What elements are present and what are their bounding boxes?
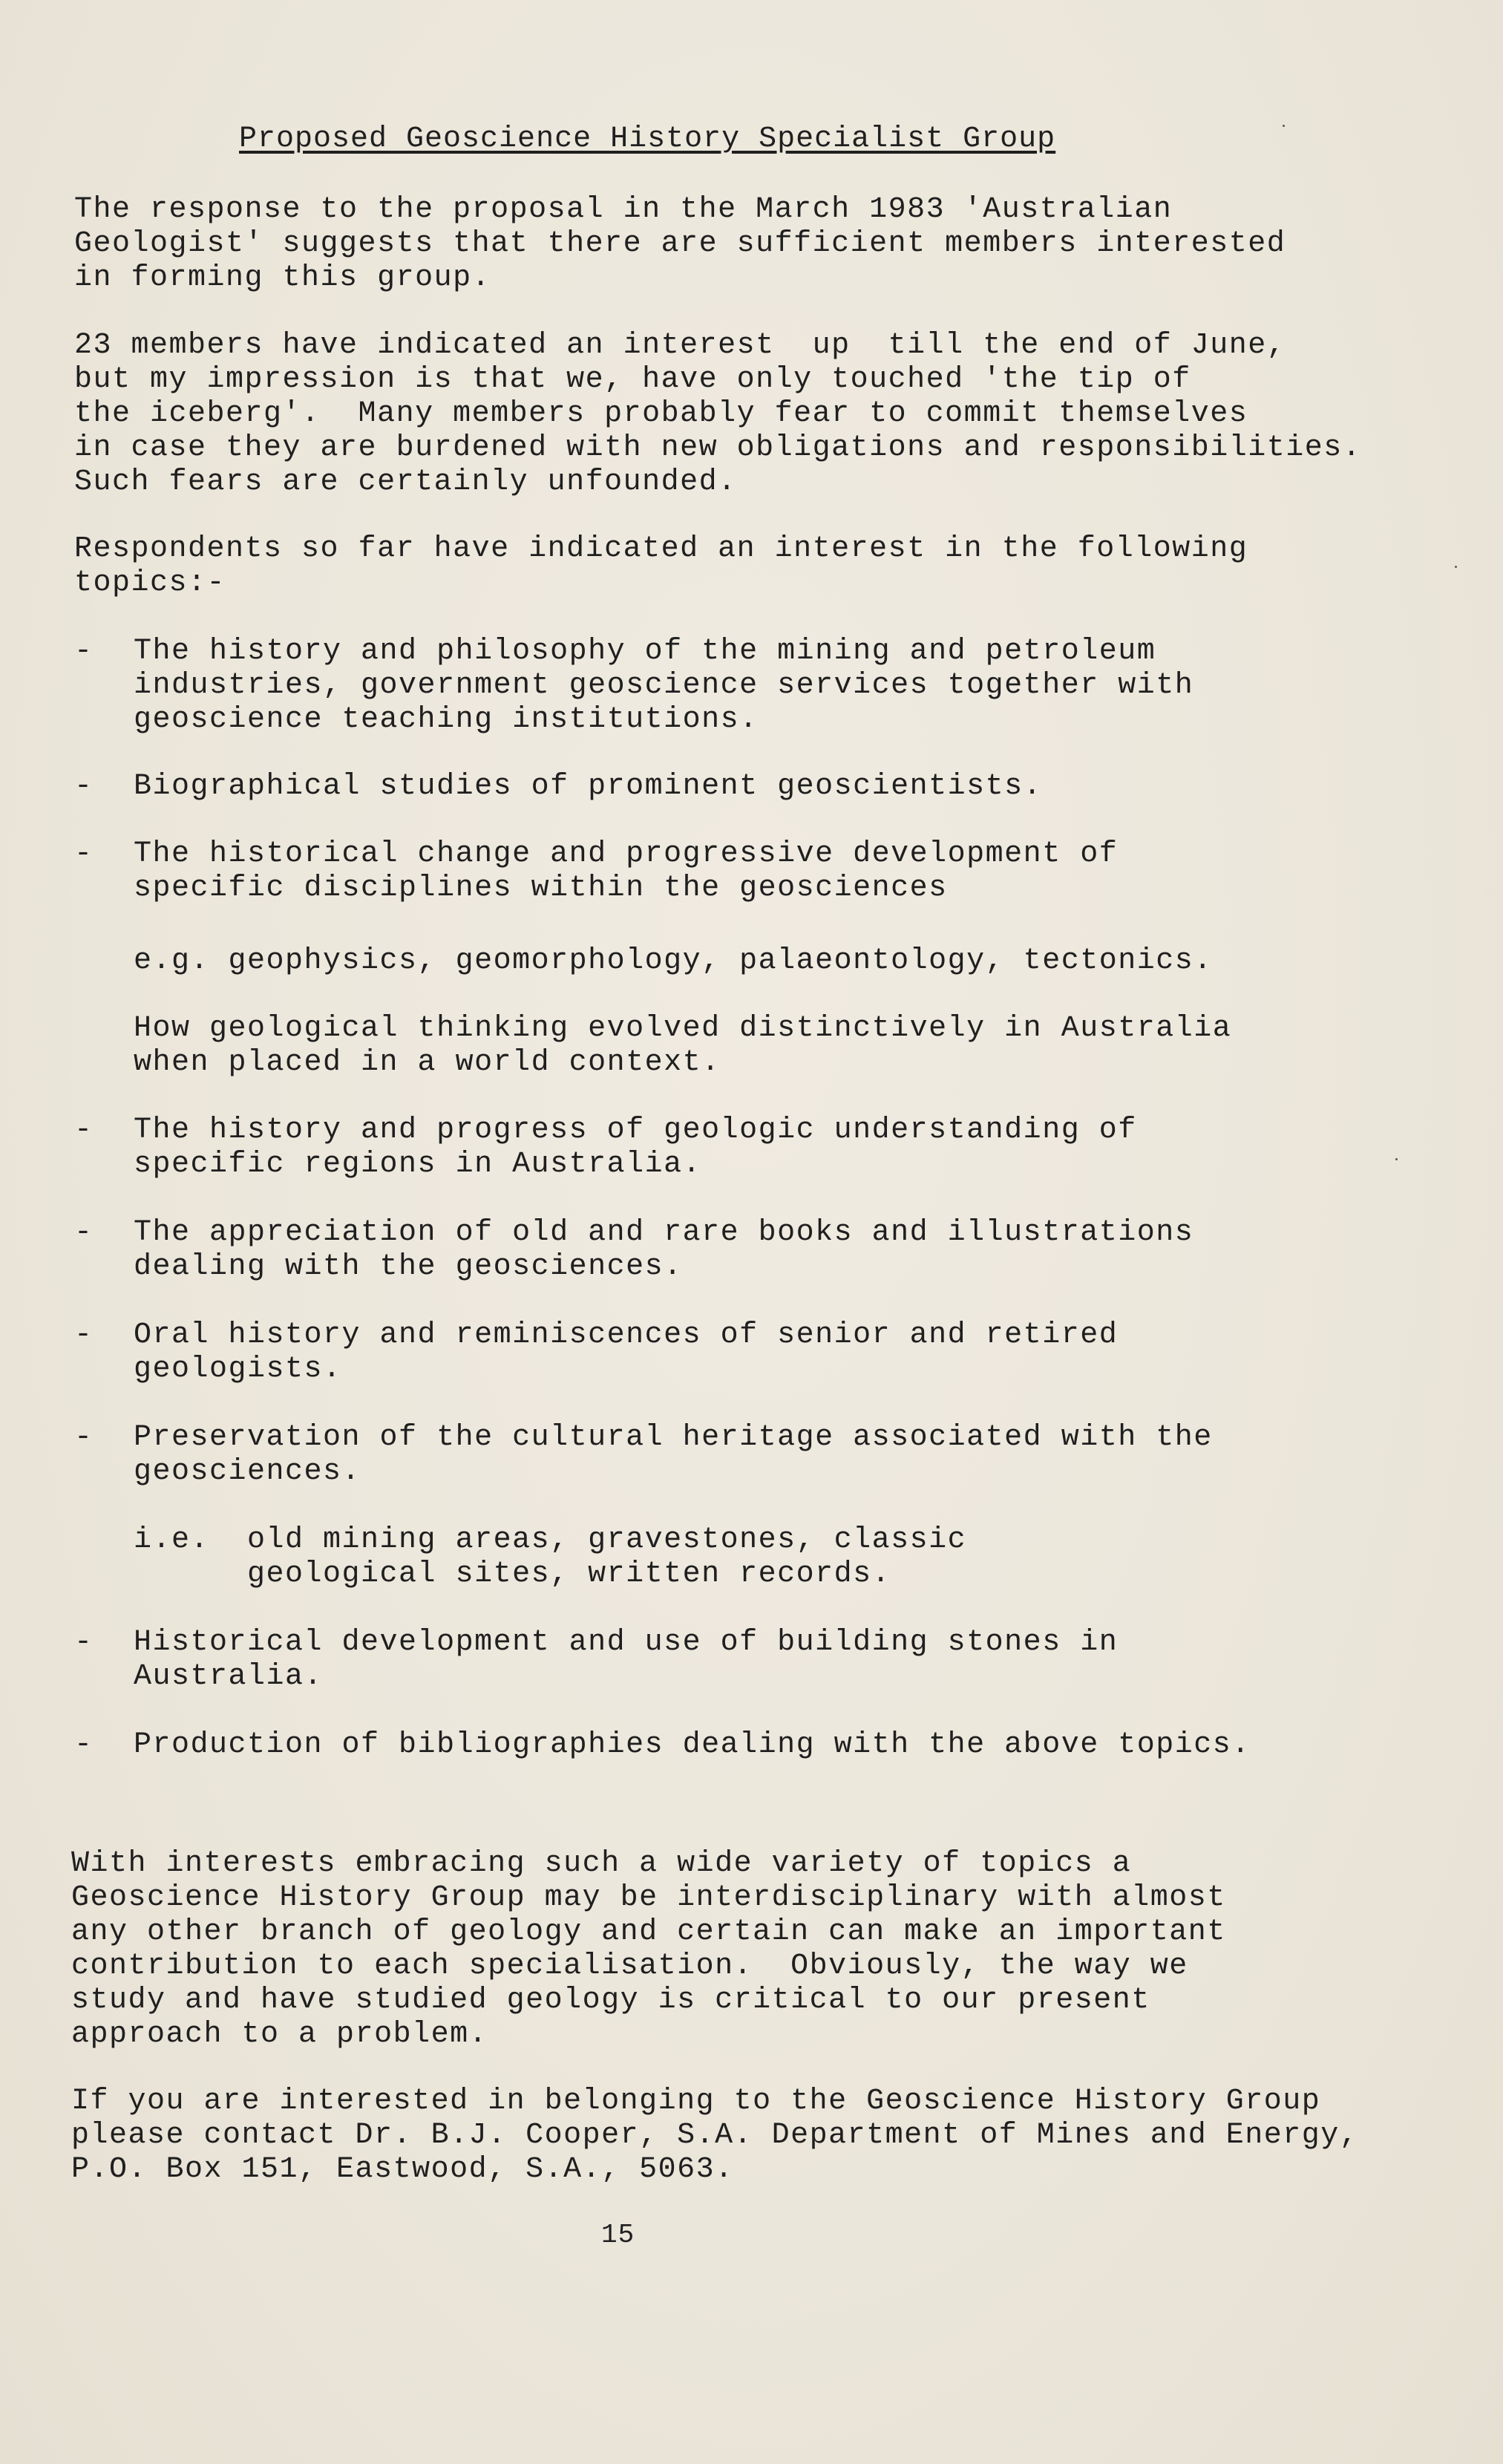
topic-item: The history and philosophy of the mining and petroleum industries, government geoscience services together with geoscience teaching institutions. — [134, 635, 1194, 736]
topic-item: The history and progress of geologic understanding of specific regions in Australia. — [134, 1114, 1137, 1181]
paper-speck — [1455, 566, 1457, 568]
topic-item: Biographical studies of prominent geoscientists. — [134, 770, 1043, 803]
paragraph-interests: With interests embracing such a wide variety of topics a Geoscience History Group may be interdisciplinary with almost any other branch of geology and certain can make an important contribution to each specialisation. Obviously, the way we study and have studied geology is critical to our present approach to a problem. — [71, 1847, 1226, 2051]
topic-item: The appreciation of old and rare books and illustrations dealing with the geosciences. — [134, 1216, 1194, 1284]
disciplines-example: e.g. geophysics, geomorphology, palaeontology, tectonics. — [134, 944, 1213, 978]
paragraph-contact: If you are interested in belonging to the Geoscience History Group please contact Dr. B.J. Cooper, S.A. Department of Mines and Energy, P.O. Box 151, Eastwood, S.A., 5063. — [71, 2085, 1359, 2186]
paper-speck — [1395, 1158, 1398, 1160]
bullet-dash: - — [74, 837, 93, 871]
paragraph-intro: The response to the proposal in the March 1983 'Australian Geologist' suggests that there are sufficient members interested in forming this group. — [74, 193, 1286, 295]
bullet-dash: - — [74, 1421, 93, 1454]
topic-item: Oral history and reminiscences of senior and retired geologists. — [134, 1318, 1119, 1386]
page-number: 15 — [601, 2220, 635, 2250]
paragraph-respondents: Respondents so far have indicated an interest in the following topics:- — [74, 532, 1248, 600]
topic-item: Historical development and use of building stones in Australia. — [134, 1626, 1119, 1693]
topic-item: Preservation of the cultural heritage associated with the geosciences. — [134, 1421, 1213, 1488]
paragraph-members: 23 members have indicated an interest up till the end of June, but my impression is that we, have only touched 'the tip of the iceberg'. Many members probably fear to commit themselves in case they are burdened with new obligations and responsibilities. Such fears are certainly unfounded. — [74, 329, 1362, 499]
australia-context-note: How geological thinking evolved distinctively in Australia when placed in a world context. — [134, 1012, 1232, 1079]
bullet-dash: - — [74, 770, 93, 803]
paper-speck — [1283, 125, 1285, 127]
bullet-dash: - — [74, 1728, 93, 1762]
bullet-dash: - — [74, 1626, 93, 1659]
bullet-dash: - — [74, 635, 93, 668]
page-title: Proposed Geoscience History Specialist Group — [239, 122, 1056, 156]
topic-item: Production of bibliographies dealing with the above topics. — [134, 1728, 1251, 1762]
heritage-example: i.e. old mining areas, gravestones, classic geological sites, written records. — [134, 1523, 967, 1591]
bullet-dash: - — [74, 1318, 93, 1352]
bullet-dash: - — [74, 1216, 93, 1249]
bullet-dash: - — [74, 1114, 93, 1147]
topic-item: The historical change and progressive development of specific disciplines within the geosciences — [134, 837, 1119, 905]
